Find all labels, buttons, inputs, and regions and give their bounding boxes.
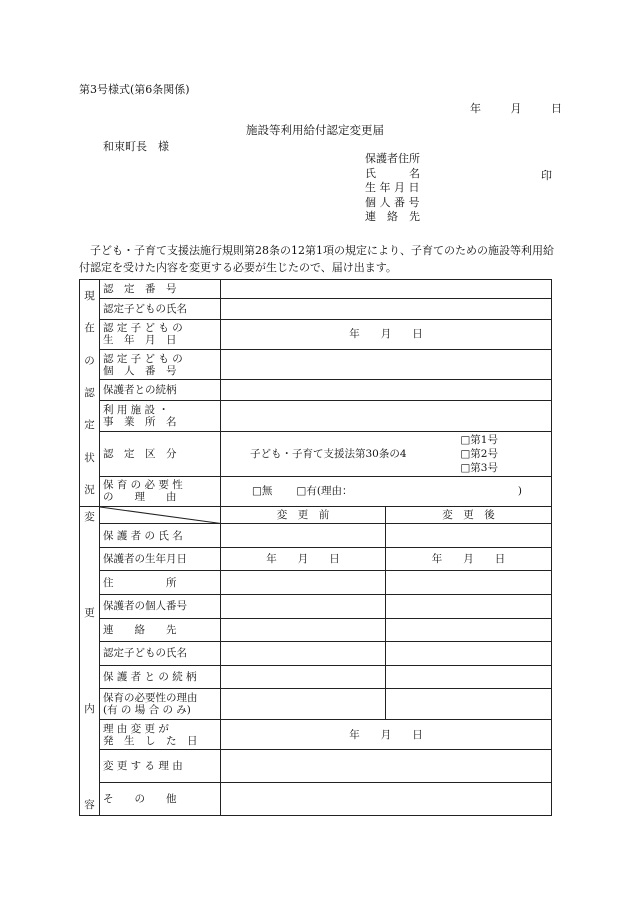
reason-change-date-field[interactable]: 年 月 日 (221, 719, 552, 750)
child-birthdate-field[interactable]: 年 月 日 (221, 319, 552, 349)
applicant-address-label: 保護者住所 (365, 152, 420, 165)
guardian-name-after[interactable] (386, 524, 552, 548)
intro-paragraph: 子ども・子育て支援法施行規則第28条の12第1項の規定により、子育てのための施設等利用給付認定を受けた内容を変更する必要が生じたので、届け出ます。 (79, 244, 554, 274)
guardian-birthdate-after[interactable]: 年 月 日 (386, 547, 552, 571)
address-after[interactable] (386, 571, 552, 595)
seal-mark: 印 (541, 169, 552, 182)
address-label: 住 所 (100, 571, 221, 595)
other-field[interactable] (221, 783, 552, 816)
change-reason-label: 変 更 す る 理 由 (100, 750, 221, 783)
change-relationship-after[interactable] (386, 665, 552, 689)
care-need-reason-field (221, 476, 552, 506)
other-label: そ の 他 (100, 783, 221, 816)
applicant-birthdate-label: 生 年 月 日 (365, 181, 420, 194)
guardian-id-after[interactable] (386, 594, 552, 618)
change-child-name-label: 認定子どもの氏名 (100, 642, 221, 666)
child-id-label: 認 定 子 ど も の 個 人 番 号 (100, 349, 221, 379)
guardian-id-label: 保護者の個人番号 (100, 594, 221, 618)
addressee: 和束町長 様 (103, 140, 169, 153)
cert-number-field[interactable] (221, 280, 552, 299)
child-name-label: 認定子どもの氏名 (100, 299, 221, 319)
reason-change-date-label: 理 由 変 更 が 発 生 し た 日 (100, 719, 221, 750)
submission-date (470, 100, 562, 116)
guardian-name-before[interactable] (221, 524, 386, 548)
change-child-name-before[interactable] (221, 642, 386, 666)
after-change-header: 変 更 後 (386, 507, 552, 524)
cert-category-label: 認 定 区 分 (100, 431, 221, 476)
change-care-reason-label: 保育の必要性の理由 (有 の 場 合 の み) (100, 689, 221, 720)
child-birthdate-label: 認 定 子 ど も の 生 年 月 日 (100, 319, 221, 349)
care-need-close-paren: ) (517, 485, 522, 498)
category-2-checkbox[interactable]: □第2号 (460, 447, 498, 460)
applicant-id-label: 個 人 番 号 (365, 195, 420, 209)
current-status-side-label: 現 在 の 認 定 状 況 (80, 280, 100, 507)
header-diagonal-cell (100, 507, 221, 524)
guardian-birthdate-before[interactable]: 年 月 日 (221, 547, 386, 571)
facility-field[interactable] (221, 400, 552, 431)
guardian-birthdate-label: 保護者の生年月日 (100, 547, 221, 571)
change-relationship-before[interactable] (221, 665, 386, 689)
contact-before[interactable] (221, 618, 386, 642)
before-change-header: 変 更 前 (221, 507, 386, 524)
applicant-contact-label: 連 絡 先 (365, 210, 420, 223)
date-month: 月 (510, 102, 522, 115)
care-need-none-checkbox[interactable]: □無 (252, 485, 273, 498)
change-relationship-label: 保 護 者 と の 続 柄 (100, 665, 221, 689)
care-need-has-checkbox[interactable]: □有(理由： (296, 485, 353, 498)
cert-category-law: 子ども・子育て支援法第30条の4 (250, 447, 407, 460)
applicant-name-label: 氏 名 (365, 166, 420, 180)
contact-label: 連 絡 先 (100, 618, 221, 642)
document-title: 施設等利用給付認定変更届 (246, 123, 384, 137)
date-day: 日 (551, 102, 562, 115)
guardian-name-label: 保 護 者 の 氏 名 (100, 524, 221, 548)
applicant-block (365, 152, 420, 225)
care-need-reason-label: 保 育 の 必 要 性 の 理 由 (100, 476, 221, 506)
change-care-reason-after[interactable] (386, 689, 552, 720)
child-id-field[interactable] (221, 349, 552, 379)
change-form-table (79, 279, 552, 816)
cert-category-field (221, 431, 552, 476)
category-3-checkbox[interactable]: □第3号 (460, 461, 498, 474)
cert-number-label: 認 定 番 号 (100, 280, 221, 299)
address-before[interactable] (221, 571, 386, 595)
contact-after[interactable] (386, 618, 552, 642)
child-name-field[interactable] (221, 299, 552, 319)
date-year: 年 (470, 102, 481, 115)
relationship-field[interactable] (221, 380, 552, 400)
category-1-checkbox[interactable]: □第1号 (460, 433, 498, 446)
relationship-label: 保護者との続柄 (100, 380, 221, 400)
form-reference: 第3号様式(第6条関係) (79, 83, 190, 96)
guardian-id-before[interactable] (221, 594, 386, 618)
change-reason-field[interactable] (221, 750, 552, 783)
change-child-name-after[interactable] (386, 642, 552, 666)
change-care-reason-before[interactable] (221, 689, 386, 720)
change-content-side-label: 変 更 内 容 (80, 507, 100, 816)
facility-label: 利 用 施 設 ・ 事 業 所 名 (100, 400, 221, 431)
